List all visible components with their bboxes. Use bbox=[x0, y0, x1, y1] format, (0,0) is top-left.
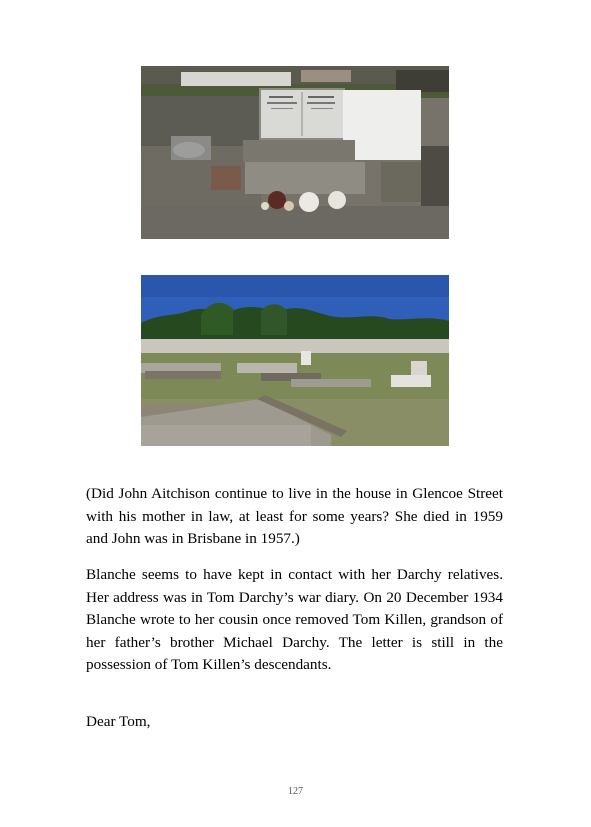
headstone-photo bbox=[141, 66, 449, 239]
paragraph-blanche-letter: Blanche seems to have kept in contact with her Darchy relatives. Her address was in Tom Darchy’s war diary. On 20 December 1934 Blanche wrote to her cousin once removed Tom Killen, grandson of her father’s brother Michael Darchy. The letter is still in the possession of Tom Killen’s descendants. bbox=[86, 566, 503, 674]
page-number: 127 bbox=[288, 786, 303, 797]
paragraph-letter-salutation: Dear Tom, bbox=[86, 713, 151, 730]
headstone-photo-graphic bbox=[141, 66, 449, 239]
paragraph-aitchison-question: (Did John Aitchison continue to live in the house in Glencoe Street with his mother in law, at least for some years? She died in 1959 and John was in Brisbane in 1957.) bbox=[86, 485, 503, 548]
cemetery-photo bbox=[141, 275, 449, 446]
cemetery-photo-graphic bbox=[141, 275, 449, 446]
